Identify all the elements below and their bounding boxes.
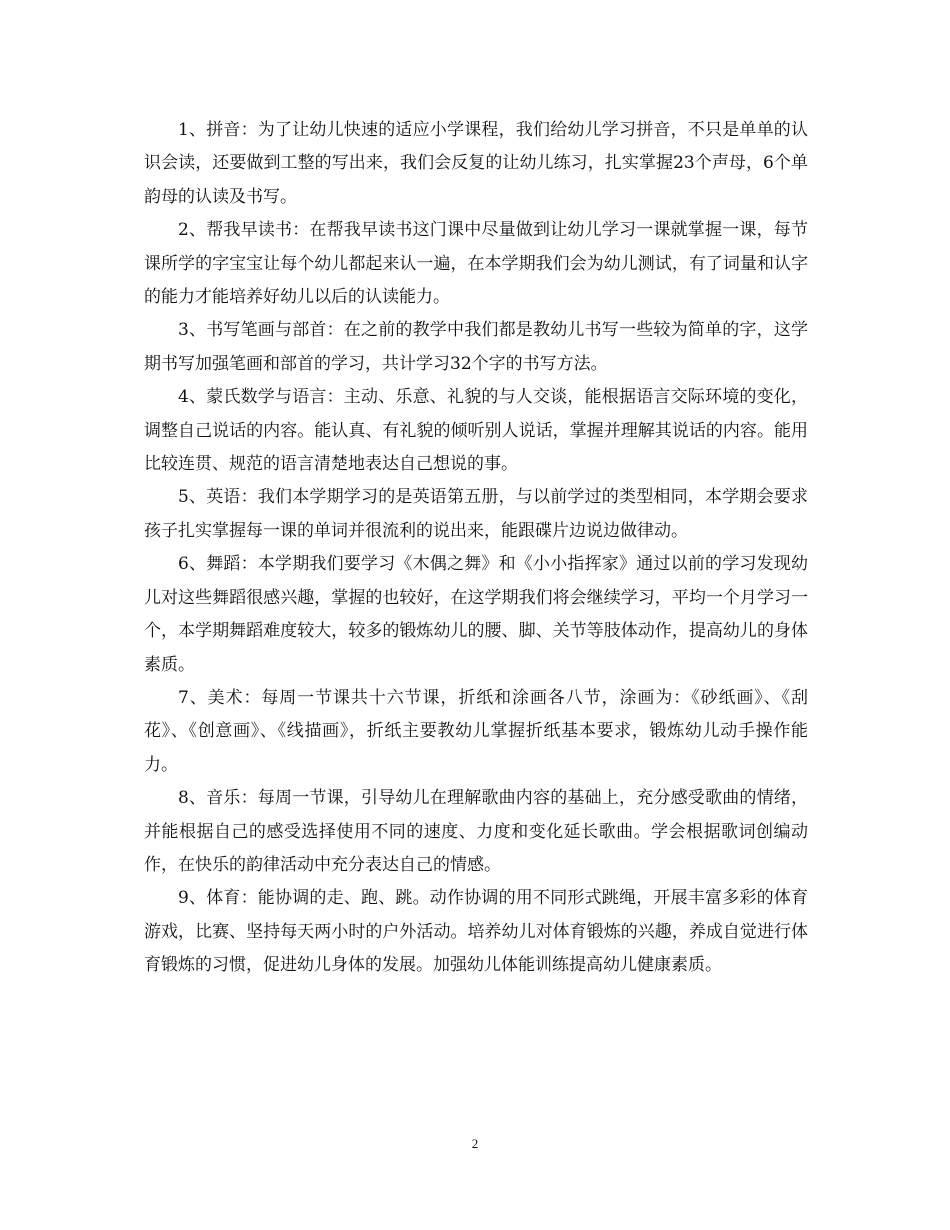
paragraph-pe: 9、体育：能协调的走、跑、跳。动作协调的用不同形式跳绳，开展丰富多彩的体育游戏，比赛、坚持每天两小时的户外活动。培养幼儿对体育锻炼的兴趣，养成自觉进行体育锻炼的习惯，促进幼儿身体的发展。加强幼儿体能训练提高幼儿健康素质。 (144, 888, 808, 976)
paragraph-writing-strokes: 3、书写笔画与部首：在之前的教学中我们都是教幼儿书写一些较为简单的字，这学期书写加强笔画和部首的学习，共计学习32个字的书写方法。 (144, 320, 808, 374)
paragraph-early-reading: 2、帮我早读书：在帮我早读书这门课中尽量做到让幼儿学习一课就掌握一课，每节课所学的字宝宝让每个幼儿都起来认一遍，在本学期我们会为幼儿测试，有了词量和认字的能力才能培养好幼儿以后的认读能力。 (144, 220, 808, 308)
paragraph-math-language: 4、蒙氏数学与语言：主动、乐意、礼貌的与人交谈，能根据语言交际环境的变化，调整自己说话的内容。能认真、有礼貌的倾听别人说话，掌握并理解其说话的内容。能用比较连贯、规范的语言清楚地表达自己想说的事。 (144, 387, 808, 475)
paragraph-english: 5、英语：我们本学期学习的是英语第五册，与以前学过的类型相同，本学期会要求孩子扎实掌握每一课的单词并很流利的说出来，能跟碟片边说边做律动。 (144, 487, 808, 541)
paragraph-music: 8、音乐：每周一节课，引导幼儿在理解歌曲内容的基础上，充分感受歌曲的情绪，并能根据自己的感受选择使用不同的速度、力度和变化延长歌曲。学会根据歌词创编动作，在快乐的韵律活动中充分表达自己的情感。 (144, 788, 808, 875)
page-number: 2 (471, 1136, 479, 1151)
paragraph-pinyin: 1、拼音：为了让幼儿快速的适应小学课程，我们给幼儿学习拼音，不只是单单的认识会读，还要做到工整的写出来，我们会反复的让幼儿练习，扎实掌握23个声母，6个单韵母的认读及书写。 (144, 120, 808, 207)
paragraph-art: 7、美术：每周一节课共十六节课，折纸和涂画各八节，涂画为：《砂纸画》、《刮花》、《创意画》、《线描画》，折纸主要教幼儿掌握折纸基本要求，锻炼幼儿动手操作能力。 (144, 687, 808, 775)
paragraph-dance: 6、舞蹈：本学期我们要学习《木偶之舞》和《小小指挥家》通过以前的学习发现幼儿对这些舞蹈很感兴趣，掌握的也较好，在这学期我们将会继续学习，平均一个月学习一个，本学期舞蹈难度较大，较多的锻炼幼儿的腰、脚、关节等肢体动作，提高幼儿的身体素质。 (144, 554, 808, 675)
document-body (144, 114, 808, 983)
